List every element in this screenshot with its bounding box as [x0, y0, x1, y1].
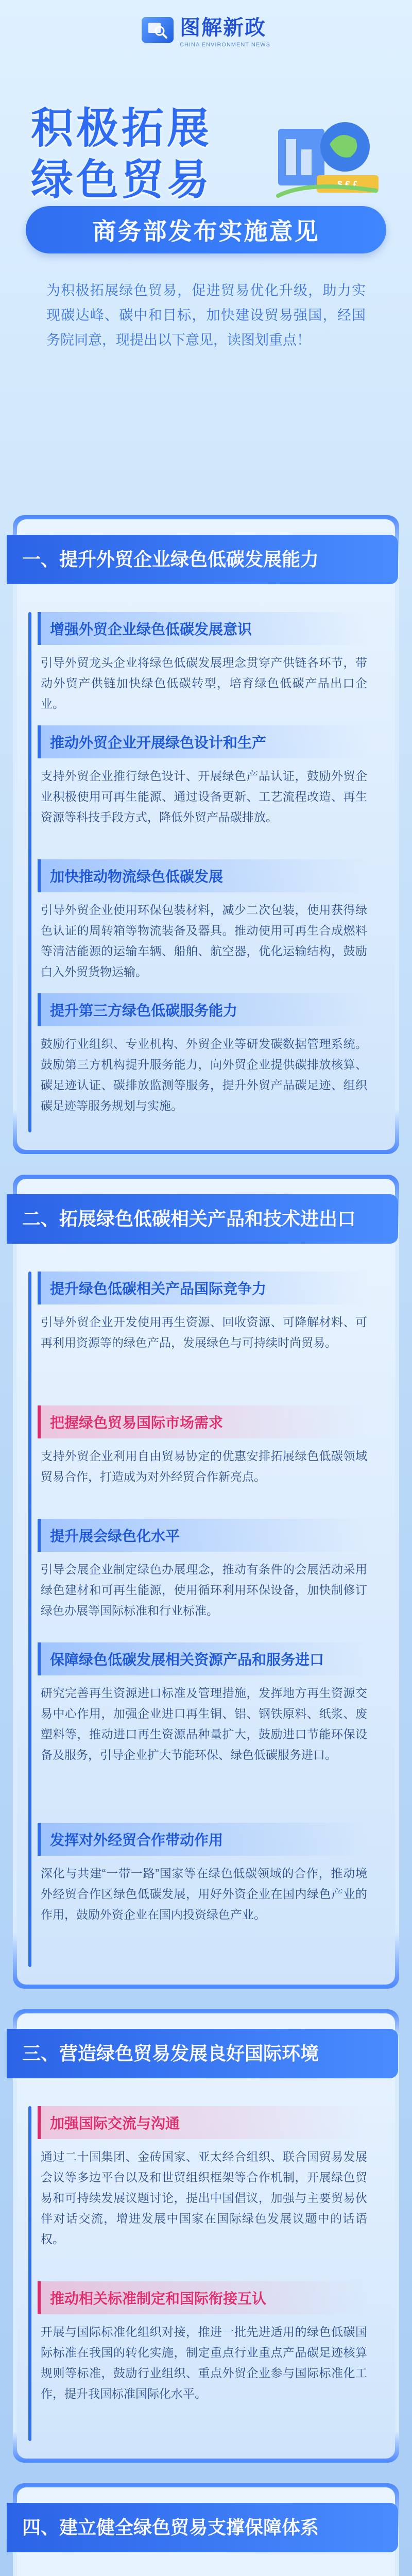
item-title: 保障绿色低碳发展相关资源产品和服务进口	[38, 1642, 367, 1675]
item-title: 推动相关标准制定和国际衔接互认	[38, 2281, 367, 2314]
section-1	[13, 515, 399, 1154]
section-heading: 二、拓展绿色低碳相关产品和技术进出口	[7, 1194, 398, 1244]
item-body: 鼓励行业组织、专业机构、外贸企业等研发碳数据管理系统。鼓励第三方机构提升服务能力，向外贸企业提供碳排放核算、碳足迹认证、碳排放监测等服务，提升外贸产品碳足迹、组织碳足迹等服务规划与实施。	[41, 1037, 367, 1112]
item-body: 支持外贸企业利用自由贸易协定的优惠安排拓展绿色低碳领域贸易合作，打造成为对外经贸合作新亮点。	[41, 1449, 367, 1483]
section-item	[38, 612, 367, 714]
brand-title: 图解新政	[180, 16, 267, 39]
section-heading: 四、建立健全绿色贸易支撑保障体系	[7, 2503, 398, 2552]
section-heading: 三、营造绿色贸易发展良好国际环境	[7, 2029, 398, 2078]
section-2	[13, 1175, 399, 1989]
hero-title-line1: 积极拓展	[31, 105, 213, 152]
item-body: 引导外贸企业使用环保包装材料，减少二次包装，使用获得绿色认证的周转箱等物流装备及器具。推动使用可再生合成燃料等清洁能源的运输车辆、船舶、航空器，优化运输结构，鼓励白入外贸货物运输。	[41, 903, 367, 978]
item-body: 开展与国际标准化组织对接，推进一批先进适用的绿色低碳国际标准在我国的转化实施，制定重点行业重点产品碳足迹核算规则等标准，鼓励行业组织、重点外贸企业参与国际标准化工作，提升我国标准国际化水平。	[41, 2325, 367, 2400]
section-item	[38, 2106, 367, 2249]
section-item	[38, 1272, 367, 1353]
item-title: 提升绿色低碳相关产品国际竞争力	[38, 1272, 367, 1304]
svg-text:$ € £: $ € £	[337, 179, 358, 190]
magnifier-icon	[142, 17, 174, 43]
subtitle-banner	[26, 206, 386, 253]
item-body: 支持外贸企业推行绿色设计、开展绿色产品认证，鼓励外贸企业积极使用可再生能源、通过设备更新、工艺流程改造、再生资源等科技手段方式，降低外贸产品碳排放。	[41, 769, 367, 824]
subtitle-text: 商务部发布实施意见	[92, 218, 320, 245]
item-body: 引导外贸企业开发使用再生资源、回收资源、可降解材料、可再利用资源等的绿色产品，发展绿色与可持续时尚贸易。	[41, 1315, 367, 1349]
section-item	[38, 859, 367, 982]
item-title: 提升展会绿色化水平	[38, 1519, 367, 1552]
timeline-line	[28, 1272, 31, 1967]
item-title: 加强国际交流与沟通	[38, 2106, 367, 2139]
trade-illustration	[268, 98, 386, 216]
section-item	[38, 1405, 367, 1487]
item-title: 提升第三方绿色低碳服务能力	[38, 993, 367, 1026]
item-body: 深化与共建“一带一路”国家等在绿色低碳领域的合作，推动境外经贸合作区绿色低碳发展，用好外资企业在国内绿色产业的作用，鼓励外资企业在国内投资绿色产业。	[41, 1867, 367, 1921]
item-title: 发挥对外经贸合作带动作用	[38, 1823, 367, 1856]
item-title: 加快推动物流绿色低碳发展	[38, 859, 367, 892]
intro-paragraph: 为积极拓展绿色贸易，促进贸易优化升级，助力实现碳达峰、碳中和目标，加快建设贸易强国，经国务院同意，现提出以下意见，读图划重点！	[46, 283, 366, 348]
section-item	[38, 1519, 367, 1621]
item-body: 通过二十国集团、金砖国家、亚太经合组织、联合国贸易发展会议等多边平台以及和世贸组织框架等合作机制，开展绿色贸易和可持续发展议题讨论，提出中国倡议，加强与主要贸易伙伴对话交流，增进发展中国家在国际绿色发展议题中的话语权。	[41, 2150, 367, 2246]
section-item	[38, 725, 367, 827]
section-4	[13, 2483, 399, 2576]
item-title: 把握绿色贸易国际市场需求	[38, 1405, 367, 1438]
section-item	[38, 1642, 367, 1765]
item-title: 推动外贸企业开展绿色设计和生产	[38, 725, 367, 758]
brand-subtitle: CHINA ENVIRONMENT NEWS	[180, 42, 270, 48]
section-3	[13, 2009, 399, 2463]
section-item	[38, 1823, 367, 1925]
section-item	[38, 2281, 367, 2404]
item-body: 研究完善再生资源进口标准及管理措施，发挥地方再生资源交易中心作用，加强企业进口再生铜、铝、钢铁原料、纸浆、废塑料等，推动进口再生资源品种量扩大，鼓励进口节能环保设备及服务，引导企业扩大节能环保、绿色低碳服务进口。	[41, 1686, 367, 1761]
section-heading: 一、提升外贸企业绿色低碳发展能力	[7, 535, 398, 584]
item-body: 引导会展企业制定绿色办展理念，推动有条件的会展活动采用绿色建材和可再生能源，使用循环利用环保设备，加快制修订绿色办展等国际标准和行业标准。	[41, 1563, 367, 1617]
timeline-line	[28, 612, 31, 1132]
item-title: 增强外贸企业绿色低碳发展意识	[38, 612, 367, 645]
timeline-line	[28, 2106, 31, 2441]
item-body: 引导外贸龙头企业将绿色低碳发展理念贯穿产供链各环节，带动外贸产供链加快绿色低碳转型，培育绿色低碳产品出口企业。	[41, 656, 367, 710]
hero-title	[31, 103, 268, 206]
hero-title-line2: 绿色贸易	[31, 157, 213, 204]
section-item	[38, 993, 367, 1116]
brand-header	[0, 11, 412, 54]
